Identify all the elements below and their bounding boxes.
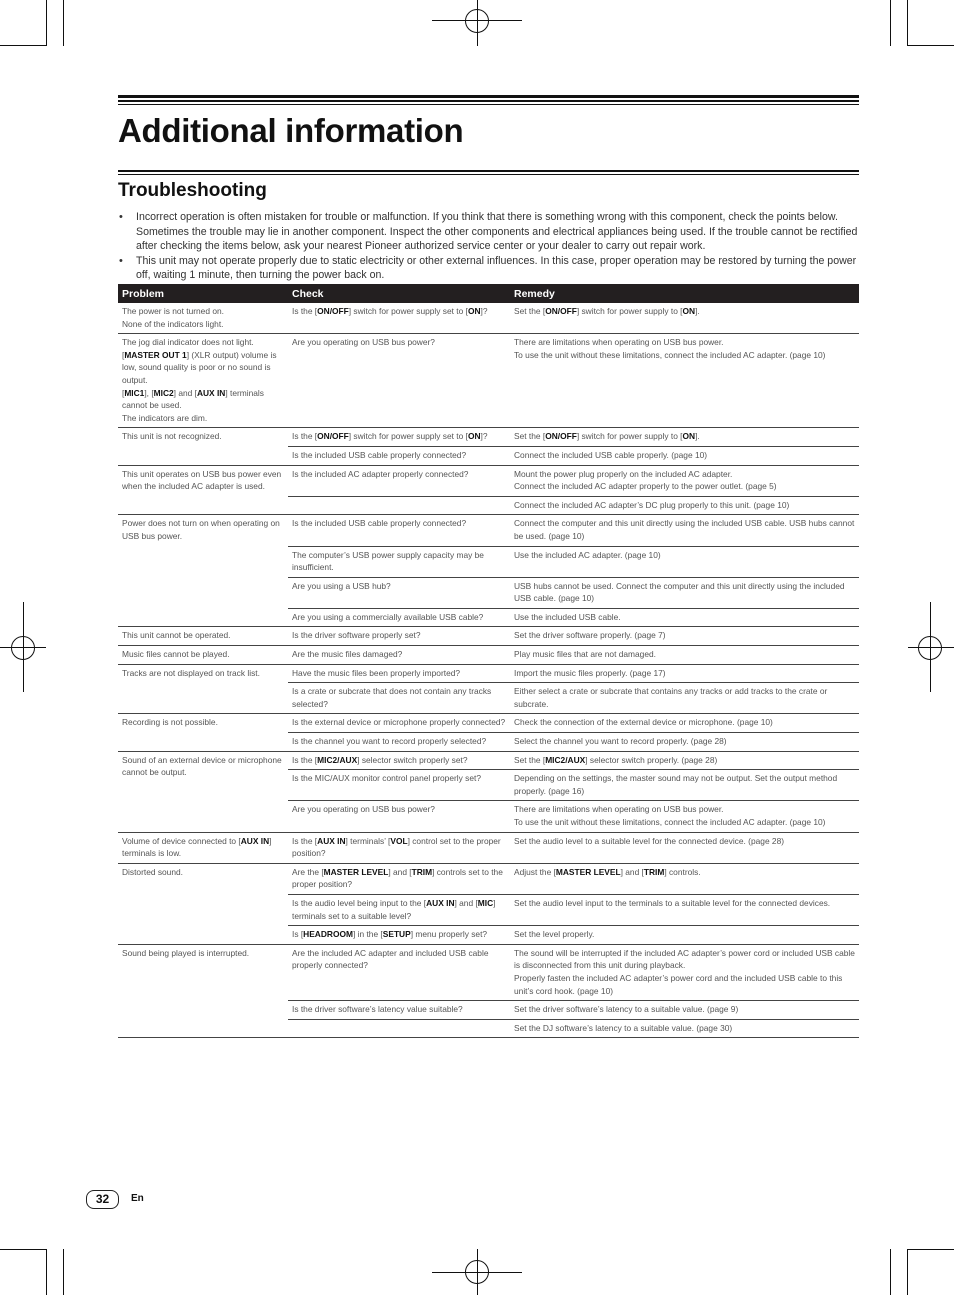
remedy-cell: Set the DJ software’s latency to a suitable value. (page 30) xyxy=(510,1019,859,1038)
check-cell: Are you operating on USB bus power? xyxy=(288,801,510,832)
table-row xyxy=(118,334,859,428)
problem-cell: This unit is not recognized. xyxy=(118,428,288,465)
problem-cell: Sound being played is interrupted. xyxy=(118,944,288,1038)
problem-cell: This unit operates on USB bus power even when the included AC adapter is used. xyxy=(118,465,288,515)
remedy-cell: Check the connection of the external device or microphone. (page 10) xyxy=(510,714,859,733)
remedy-cell: Use the included USB cable. xyxy=(510,608,859,627)
language-code: En xyxy=(131,1193,144,1204)
page-number: 32 xyxy=(86,1190,119,1209)
remedy-cell: Connect the included USB cable properly. (page 10) xyxy=(510,446,859,465)
remedy-cell: Connect the included AC adapter’s DC plug properly to this unit. (page 10) xyxy=(510,496,859,515)
table-row xyxy=(118,863,859,894)
check-cell: Is a crate or subcrate that does not contain any tracks selected? xyxy=(288,683,510,714)
remedy-cell: Set the audio level input to the terminals to a suitable level for the connected devices. xyxy=(510,894,859,925)
problem-cell: Recording is not possible. xyxy=(118,714,288,751)
section-title: Troubleshooting xyxy=(118,180,267,201)
remedy-cell: Use the included AC adapter. (page 10) xyxy=(510,546,859,577)
remedy-cell: Import the music files properly. (page 17) xyxy=(510,664,859,683)
problem-cell: The jog dial indicator does not light. [MASTER OUT 1] (XLR output) volume is low, sound quality is poor or no sound is output. [MIC1], [MIC2] and [AUX IN] terminals cannot be used. The indicators are dim. xyxy=(118,334,288,428)
check-cell: Is the external device or microphone properly connected? xyxy=(288,714,510,733)
check-cell xyxy=(288,1019,510,1038)
remedy-cell: Set the audio level to a suitable level for the connected device. (page 28) xyxy=(510,832,859,863)
problem-cell: Volume of device connected to [AUX IN] terminals is low. xyxy=(118,832,288,863)
column-header-remedy: Remedy xyxy=(510,284,859,303)
remedy-cell: Set the [ON/OFF] switch for power supply to [ON]. xyxy=(510,428,859,447)
problem-cell: Music files cannot be played. xyxy=(118,646,288,665)
remedy-cell: Set the [MIC2/AUX] selector switch properly. (page 28) xyxy=(510,751,859,770)
check-cell: Are the music files damaged? xyxy=(288,646,510,665)
remedy-cell: Set the [ON/OFF] switch for power supply to [ON]. xyxy=(510,303,859,334)
check-cell: Are you operating on USB bus power? xyxy=(288,334,510,428)
check-cell: Is the driver software’s latency value suitable? xyxy=(288,1001,510,1020)
check-cell: Have the music files been properly imported? xyxy=(288,664,510,683)
check-cell: Are you using a USB hub? xyxy=(288,577,510,608)
check-cell: Is the driver software properly set? xyxy=(288,627,510,646)
problem-cell: Tracks are not displayed on track list. xyxy=(118,664,288,714)
table-row xyxy=(118,832,859,863)
troubleshooting-table xyxy=(118,284,859,1038)
table-row xyxy=(118,646,859,665)
table-row xyxy=(118,664,859,683)
table-row xyxy=(118,465,859,496)
remedy-cell: Connect the computer and this unit directly using the included USB cable. USB hubs cannot be used. (page 10) xyxy=(510,515,859,546)
table-row xyxy=(118,303,859,334)
remedy-cell: There are limitations when operating on USB bus power. To use the unit without these limitations, connect the included AC adapter. (page 10) xyxy=(510,334,859,428)
remedy-cell: Set the level properly. xyxy=(510,926,859,945)
problem-cell: Distorted sound. xyxy=(118,863,288,944)
check-cell: Is the included USB cable properly connected? xyxy=(288,446,510,465)
remedy-cell: Set the driver software’s latency to a suitable value. (page 9) xyxy=(510,1001,859,1020)
check-cell xyxy=(288,496,510,515)
table-row xyxy=(118,714,859,733)
remedy-cell: Either select a crate or subcrate that contains any tracks or add tracks to the crate or subcrate. xyxy=(510,683,859,714)
table-row xyxy=(118,428,859,447)
remedy-cell: Depending on the settings, the master sound may not be output. Set the output method properly. (page 16) xyxy=(510,770,859,801)
problem-cell: Sound of an external device or microphone cannot be output. xyxy=(118,751,288,832)
table-row xyxy=(118,627,859,646)
remedy-cell: USB hubs cannot be used. Connect the computer and this unit directly using the included USB cable. (page 10) xyxy=(510,577,859,608)
check-cell: Is the included USB cable properly connected? xyxy=(288,515,510,546)
table-row xyxy=(118,944,859,1000)
intro-list xyxy=(118,210,859,283)
check-cell: Is the included AC adapter properly connected? xyxy=(288,465,510,496)
check-cell: Is the [ON/OFF] switch for power supply set to [ON]? xyxy=(288,428,510,447)
check-cell: Are you using a commercially available USB cable? xyxy=(288,608,510,627)
table-body xyxy=(118,303,859,1038)
check-cell: Are the [MASTER LEVEL] and [TRIM] controls set to the proper position? xyxy=(288,863,510,894)
column-header-problem: Problem xyxy=(118,284,288,303)
check-cell: Is the [AUX IN] terminals’ [VOL] control set to the proper position? xyxy=(288,832,510,863)
table-row xyxy=(118,515,859,546)
check-cell: Is the audio level being input to the [AUX IN] and [MIC] terminals set to a suitable level? xyxy=(288,894,510,925)
remedy-cell: Play music files that are not damaged. xyxy=(510,646,859,665)
table-row xyxy=(118,751,859,770)
remedy-cell: Mount the power plug properly on the included AC adapter. Connect the included AC adapter properly to the power outlet. (page 5) xyxy=(510,465,859,496)
check-cell: Is the channel you want to record properly selected? xyxy=(288,733,510,752)
page-title: Additional information xyxy=(118,112,464,149)
remedy-cell: Adjust the [MASTER LEVEL] and [TRIM] controls. xyxy=(510,863,859,894)
check-cell: Is [HEADROOM] in the [SETUP] menu properly set? xyxy=(288,926,510,945)
table-header-row xyxy=(118,284,859,303)
problem-cell: Power does not turn on when operating on USB bus power. xyxy=(118,515,288,627)
intro-point: • This unit may not operate properly due to static electricity or other external influences. In this case, proper operation may be restored by turning the power off, waiting 1 minute, then turning the power back on. xyxy=(118,254,859,283)
check-cell: Are the included AC adapter and included USB cable properly connected? xyxy=(288,944,510,1000)
check-cell: Is the [MIC2/AUX] selector switch properly set? xyxy=(288,751,510,770)
intro-point: • Incorrect operation is often mistaken for trouble or malfunction. If you think that there is something wrong with this component, check the points below. Sometimes the trouble may lie in another component. Inspect the other components and electrical appliances being used. If the trouble cannot be rectified after checking the items below, ask your nearest Pioneer authorized service center or your dealer to carry out repair work. xyxy=(118,210,859,254)
remedy-cell: Select the channel you want to record properly. (page 28) xyxy=(510,733,859,752)
remedy-cell: Set the driver software properly. (page 7) xyxy=(510,627,859,646)
remedy-cell: The sound will be interrupted if the included AC adapter’s power cord or included USB cable is disconnected from this unit during playback. Properly fasten the included AC adapter’s power cord and the included USB cable to this unit’s cord hook. (page 10) xyxy=(510,944,859,1000)
check-cell: The computer’s USB power supply capacity may be insufficient. xyxy=(288,546,510,577)
remedy-cell: There are limitations when operating on USB bus power. To use the unit without these limitations, connect the included AC adapter. (page 10) xyxy=(510,801,859,832)
problem-cell: The power is not turned on. None of the indicators light. xyxy=(118,303,288,334)
check-cell: Is the MIC/AUX monitor control panel properly set? xyxy=(288,770,510,801)
problem-cell: This unit cannot be operated. xyxy=(118,627,288,646)
column-header-check: Check xyxy=(288,284,510,303)
check-cell: Is the [ON/OFF] switch for power supply set to [ON]? xyxy=(288,303,510,334)
